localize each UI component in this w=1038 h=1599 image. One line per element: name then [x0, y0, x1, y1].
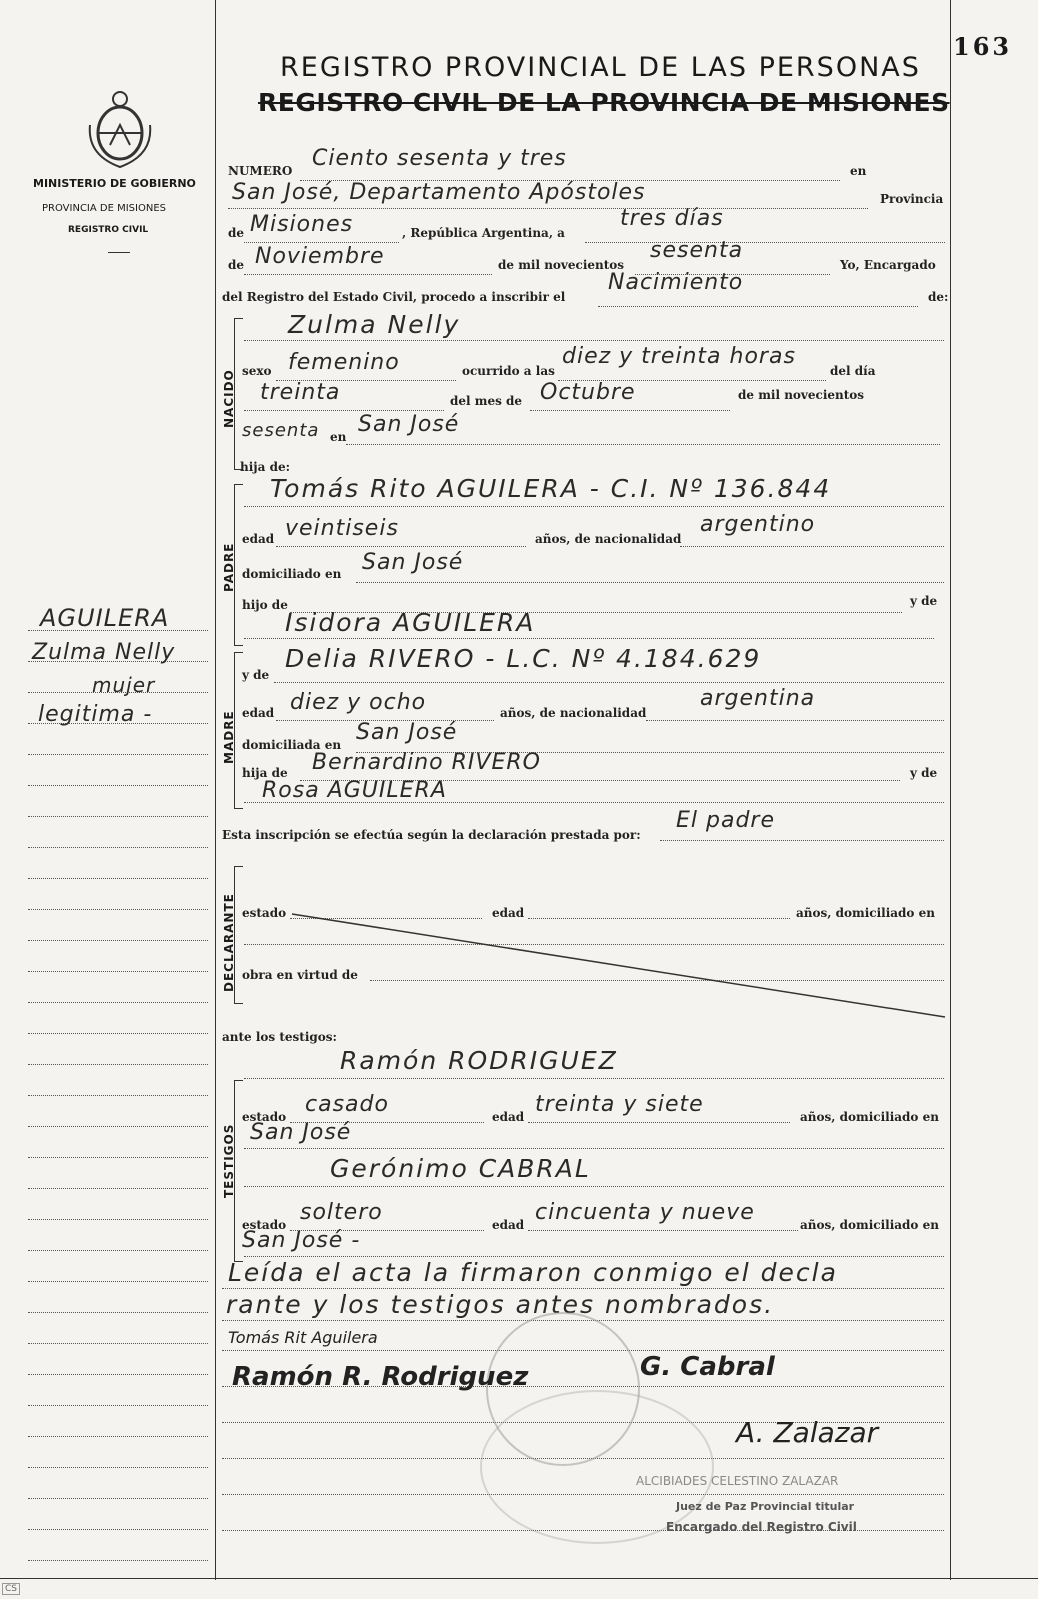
label-estado-t2: estado [242, 1218, 287, 1232]
label-provincia: Provincia [880, 192, 944, 206]
label-hija-de-madre: hija de [242, 766, 288, 780]
margin-rule-line [28, 1560, 208, 1561]
label-obra: obra en virtud de [242, 968, 358, 982]
label-anos-dom-t1: años, domiciliado en [800, 1110, 939, 1124]
label-domiciliado-padre: domiciliado en [242, 567, 342, 581]
section-nacido: NACIDO [222, 369, 236, 428]
margin-rule-line [28, 847, 208, 848]
label-en: en [850, 164, 867, 178]
office-label: REGISTRO CIVIL [68, 225, 149, 235]
margin-rule-line [28, 1405, 208, 1406]
label-domiciliada-madre: domiciliada en [242, 738, 342, 752]
signature-witness-2: G. Cabral [640, 1352, 775, 1382]
margin-rule-line [28, 1529, 208, 1530]
field-madre-padre: Bernardino RIVERO [312, 750, 541, 775]
field-lugar: San José, Departamento Apóstoles [232, 180, 646, 205]
label-y-de-padre: y de [910, 594, 938, 608]
label-edad-t1: edad [492, 1110, 525, 1124]
page-title: REGISTRO PROVINCIAL DE LAS PERSONAS [280, 52, 921, 83]
margin-rule-line [28, 940, 208, 941]
field-madre-nombre: Delia RIVERO - L.C. Nº 4.184.629 [285, 644, 762, 673]
field-padre-madre: Isidora AGUILERA [285, 608, 536, 637]
label-de-mil-nov: de mil novecientos [738, 388, 865, 402]
label-anos-nac-padre: años, de nacionalidad [535, 532, 682, 546]
label-anos-nac-madre: años, de nacionalidad [500, 706, 647, 720]
section-padre: PADRE [222, 542, 236, 592]
label-edad-padre: edad [242, 532, 275, 546]
signature-witness-1: Ramón R. Rodriguez [232, 1362, 529, 1392]
margin-rule-line [28, 754, 208, 755]
field-nombre: Zulma Nelly [288, 310, 461, 339]
province-label: PROVINCIA DE MISIONES [42, 203, 166, 214]
margin-rule-line [28, 1095, 208, 1096]
label-edad-madre: edad [242, 706, 275, 720]
field-hora: diez y treinta horas [562, 344, 796, 369]
label-y-de-madre-2: y de [910, 766, 938, 780]
margin-gender: mujer [92, 673, 156, 697]
label-esta-inscripcion: Esta inscripción se efectúa según la declaración prestada por: [222, 828, 641, 842]
label-sexo: sexo [242, 364, 272, 378]
bottom-rule [0, 1578, 1038, 1579]
margin-rule-line [28, 909, 208, 910]
margin-rule-line [28, 1126, 208, 1127]
official-title-2: Encargado del Registro Civil [666, 1520, 857, 1534]
label-del-dia: del día [830, 364, 876, 378]
margin-rule-line [28, 1374, 208, 1375]
scanner-mark: CS [2, 1583, 20, 1595]
margin-rule-line [28, 1219, 208, 1220]
label-yo-encargado: Yo, Encargado [840, 258, 936, 272]
margin-rule-line [28, 1436, 208, 1437]
signature-official: A. Zalazar [736, 1416, 879, 1449]
label-republica: , República Argentina, a [402, 226, 565, 240]
field-testigo1-edad: treinta y siete [535, 1092, 704, 1117]
field-dia: tres días [620, 206, 724, 231]
field-padre-nombre: Tomás Rito AGUILERA - C.I. Nº 136.844 [270, 474, 832, 503]
field-testigo2-dom: San José - [242, 1228, 361, 1253]
margin-rule-line [28, 1033, 208, 1034]
signature-father: Tomás Rit Aguilera [228, 1328, 378, 1347]
margin-name: Zulma Nelly [32, 640, 176, 665]
label-en-2: en [330, 430, 347, 444]
official-name: ALCIBIADES CELESTINO ZALAZAR [636, 1474, 839, 1488]
closing-line-2: rante y los testigos antes nombrados. [226, 1290, 775, 1319]
field-lugar-nac: San José [358, 412, 460, 437]
margin-rule-line [28, 1281, 208, 1282]
field-declarante: El padre [676, 808, 775, 833]
label-hijo-de: hijo de [242, 598, 288, 612]
label-edad-t2: edad [492, 1218, 525, 1232]
field-madre-nac: argentina [700, 686, 816, 711]
label-anos-dom-t2: años, domiciliado en [800, 1218, 939, 1232]
field-madre-madre: Rosa AGUILERA [262, 778, 447, 803]
margin-rule-line [28, 1188, 208, 1189]
margin-surname: AGUILERA [40, 604, 170, 632]
label-de-mil: de mil novecientos [498, 258, 625, 272]
label-y-de-madre: y de [242, 668, 270, 682]
page-number: 163 [953, 32, 1013, 61]
field-padre-nac: argentino [700, 512, 816, 537]
ministry-label: MINISTERIO DE GOBIERNO [33, 177, 196, 190]
label-ante-testigos: ante los testigos: [222, 1030, 337, 1044]
label-edad-decl: edad [492, 906, 525, 920]
label-numero: NUMERO [228, 164, 293, 178]
coat-of-arms-icon [85, 85, 155, 170]
margin-rule-line [28, 1498, 208, 1499]
header-divider [108, 252, 130, 253]
margin-rule-line [28, 971, 208, 972]
field-anio-nac: sesenta [242, 420, 320, 441]
margin-rule-line [28, 1250, 208, 1251]
field-testigo2: Gerónimo CABRAL [330, 1154, 591, 1183]
field-testigo1-estado: casado [305, 1092, 389, 1117]
field-mes-nac: Octubre [540, 380, 636, 405]
margin-rule-line [28, 1467, 208, 1468]
margin-rule-line [28, 1002, 208, 1003]
margin-rule-line [28, 1343, 208, 1344]
label-del-mes: del mes de [450, 394, 523, 408]
field-testigo1-dom: San José [250, 1120, 352, 1145]
field-acto: Nacimiento [608, 270, 744, 295]
struck-title: REGISTRO CIVIL DE LA PROVINCIA DE MISIONES [258, 88, 950, 117]
label-de-2: de [228, 258, 245, 272]
field-mes: Noviembre [255, 244, 385, 269]
field-anio: sesenta [650, 238, 744, 263]
margin-rule-line [28, 1157, 208, 1158]
field-sexo: femenino [288, 350, 400, 375]
label-estado-decl: estado [242, 906, 287, 920]
field-madre-edad: diez y ocho [290, 690, 427, 715]
section-testigos: TESTIGOS [222, 1123, 236, 1198]
label-estado-t1: estado [242, 1110, 287, 1124]
strike-diagonal [290, 912, 950, 1022]
label-del-registro: del Registro del Estado Civil, procedo a inscribir el [222, 290, 566, 304]
margin-rule-line [28, 816, 208, 817]
margin-rule-line [28, 1312, 208, 1313]
field-testigo2-edad: cincuenta y nueve [535, 1200, 755, 1225]
label-anos-dom-decl: años, domiciliado en [796, 906, 935, 920]
field-padre-dom: San José [362, 550, 464, 575]
margin-rule-line [28, 878, 208, 879]
margin-rule-line [28, 785, 208, 786]
field-madre-dom: San José [356, 720, 458, 745]
label-de-colon: de: [928, 290, 949, 304]
field-testigo2-estado: soltero [300, 1200, 383, 1225]
field-numero: Ciento sesenta y tres [312, 146, 567, 171]
margin-status: legitima - [38, 702, 153, 727]
official-title-1: Juez de Paz Provincial titular [676, 1500, 855, 1513]
field-padre-edad: veintiseis [285, 516, 399, 541]
label-ocurrido: ocurrido a las [462, 364, 555, 378]
field-provincia: Misiones [250, 212, 354, 237]
label-hija-de: hija de: [240, 460, 291, 474]
section-madre: MADRE [222, 710, 236, 764]
margin-rule-line [28, 1064, 208, 1065]
closing-line-1: Leída el acta la firmaron conmigo el decla [228, 1258, 838, 1287]
left-margin-rule [215, 0, 216, 1580]
label-de-1: de [228, 226, 245, 240]
field-dia-nac: treinta [260, 380, 341, 405]
section-declarante: DECLARANTE [222, 893, 236, 992]
right-margin-rule [950, 0, 951, 1580]
field-testigo1: Ramón RODRIGUEZ [340, 1046, 618, 1075]
